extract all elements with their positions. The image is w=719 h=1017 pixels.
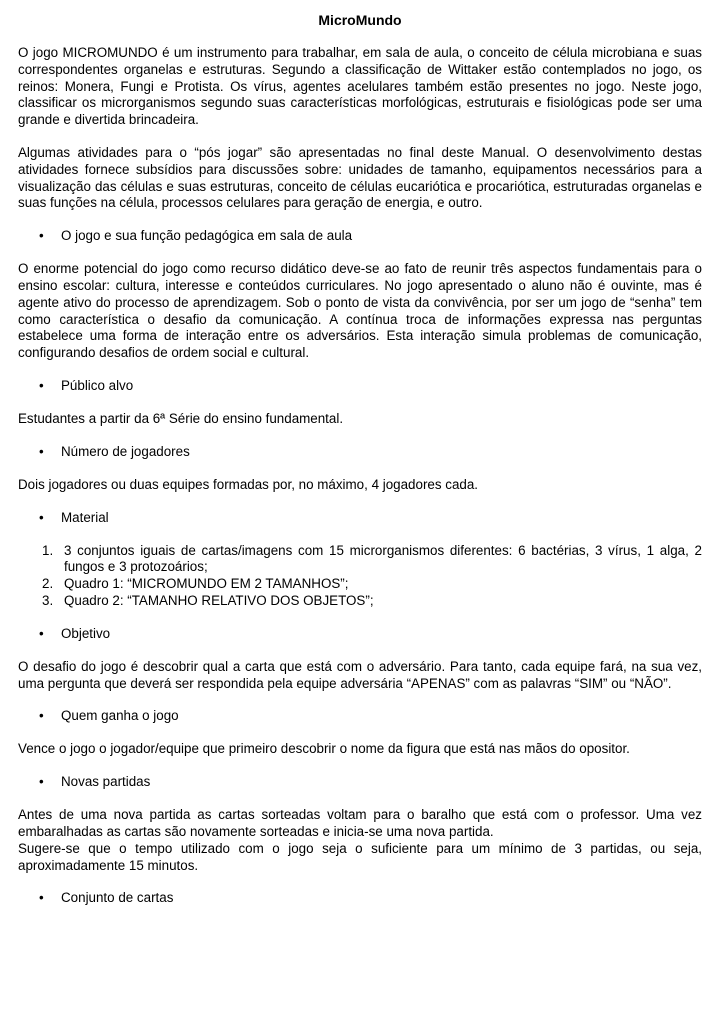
bullet-icon: • bbox=[39, 774, 44, 790]
paragraph-objetivo: O desafio do jogo é descobrir qual a carta que está com o adversário. Para tanto, cada equipe fará, na sua vez, uma pergunta que deverá ser respondida pela equipe adversária “APENAS” com as palavras “SIM” ou “NÃO”. bbox=[18, 658, 702, 691]
section-heading-label: Novas partidas bbox=[61, 774, 151, 790]
list-item-number: 1. bbox=[42, 542, 54, 558]
list-item bbox=[18, 543, 702, 577]
section-heading-ganha bbox=[18, 708, 702, 725]
paragraph-novas-1: Antes de uma nova partida as cartas sorteadas voltam para o baralho que está com o professor. Uma vez embaralhadas as cartas são novamente sorteadas e inicia-se uma nova partida. bbox=[18, 807, 702, 839]
bullet-icon: • bbox=[39, 228, 44, 244]
material-list bbox=[18, 543, 702, 610]
paragraph-atividades: Algumas atividades para o “pós jogar” são apresentadas no final deste Manual. O desenvolvimento destas atividades fornece subsídios para discussões sobre: unidades de tamanho, equipamentos necessários para a visualização das células e suas estruturas, conceito de células eucariótica e procariótica, estruturadas organelas e suas funções na célula, processos celulares para geração de energia, e outro. bbox=[18, 144, 702, 211]
list-item-number: 2. bbox=[42, 576, 54, 592]
list-item-text: 3 conjuntos iguais de cartas/imagens com 15 microrganismos diferentes: 6 bactérias, 3 vírus, 1 alga, 2 fungos e 3 protozoários; bbox=[64, 542, 702, 575]
section-heading-label: Número de jogadores bbox=[61, 443, 190, 459]
section-heading-numero bbox=[18, 444, 702, 461]
section-heading-label: Objetivo bbox=[61, 625, 111, 641]
bullet-icon: • bbox=[39, 509, 44, 525]
section-heading-label: Quem ganha o jogo bbox=[61, 708, 179, 724]
section-heading-material bbox=[18, 510, 702, 527]
bullet-icon: • bbox=[39, 708, 44, 724]
section-heading-conjunto bbox=[18, 890, 702, 907]
paragraph-intro: O jogo MICROMUNDO é um instrumento para trabalhar, em sala de aula, o conceito de célula microbiana e suas correspondentes organelas e estruturas. Segundo a classificação de Wittaker estão contemplados no jogo, os reinos: Monera, Fungi e Protista. Os vírus, agentes acelulares também estão presentes no jogo. Neste jogo, classificar os microrganismos segundo suas características morfológicas, estruturais e fisiológicas pode ser uma grande e divertida brincadeira. bbox=[18, 45, 702, 128]
list-item bbox=[18, 576, 702, 593]
section-heading-publico bbox=[18, 378, 702, 395]
section-heading-objetivo bbox=[18, 626, 702, 643]
section-heading-label: Público alvo bbox=[61, 377, 134, 393]
list-item-text: Quadro 1: “MICROMUNDO EM 2 TAMANHOS”; bbox=[64, 576, 349, 592]
list-item-number: 3. bbox=[42, 592, 54, 608]
section-heading-novas bbox=[18, 774, 702, 791]
document-title: MicroMundo bbox=[318, 12, 402, 28]
paragraph-potencial: O enorme potencial do jogo como recurso didático deve-se ao fato de reunir três aspectos fundamentais para o ensino escolar: cultura, interesse e conteúdos curriculares. No jogo apresentado o aluno não é ouvinte, mas é agente ativo do processo de aprendizagem. Sob o ponto de vista da convivência, por ser um jogo de “senha” tem como característica o desafio da comunicação. A contínua troca de informações expressa nas perguntas estabelece uma forma de interação entre os adversários. Esta interação simula problemas de comunicação, configurando desafios de ordem social e cultural. bbox=[18, 261, 702, 361]
section-heading-label: Conjunto de cartas bbox=[61, 890, 174, 906]
paragraph-novas-2: Sugere-se que o tempo utilizado com o jogo seja o suficiente para um mínimo de 3 partidas, ou seja, aproximadamente 15 minutos. bbox=[18, 840, 702, 873]
paragraph-ganha: Vence o jogo o jogador/equipe que primeiro descobrir o nome da figura que está nas mãos do opositor. bbox=[18, 741, 630, 757]
section-heading-label: O jogo e sua função pedagógica em sala de aula bbox=[61, 228, 353, 244]
list-item-text: Quadro 2: “TAMANHO RELATIVO DOS OBJETOS”; bbox=[64, 592, 374, 608]
bullet-icon: • bbox=[39, 377, 44, 393]
document-page bbox=[18, 11, 702, 923]
paragraph-publico: Estudantes a partir da 6ª Série do ensino fundamental. bbox=[18, 410, 344, 426]
bullet-icon: • bbox=[39, 890, 44, 906]
bullet-icon: • bbox=[39, 625, 44, 641]
paragraph-jogadores: Dois jogadores ou duas equipes formadas por, no máximo, 4 jogadores cada. bbox=[18, 476, 479, 492]
list-item bbox=[18, 593, 702, 610]
bullet-icon: • bbox=[39, 443, 44, 459]
section-heading-label: Material bbox=[61, 509, 109, 525]
section-heading-funcao bbox=[18, 228, 702, 245]
